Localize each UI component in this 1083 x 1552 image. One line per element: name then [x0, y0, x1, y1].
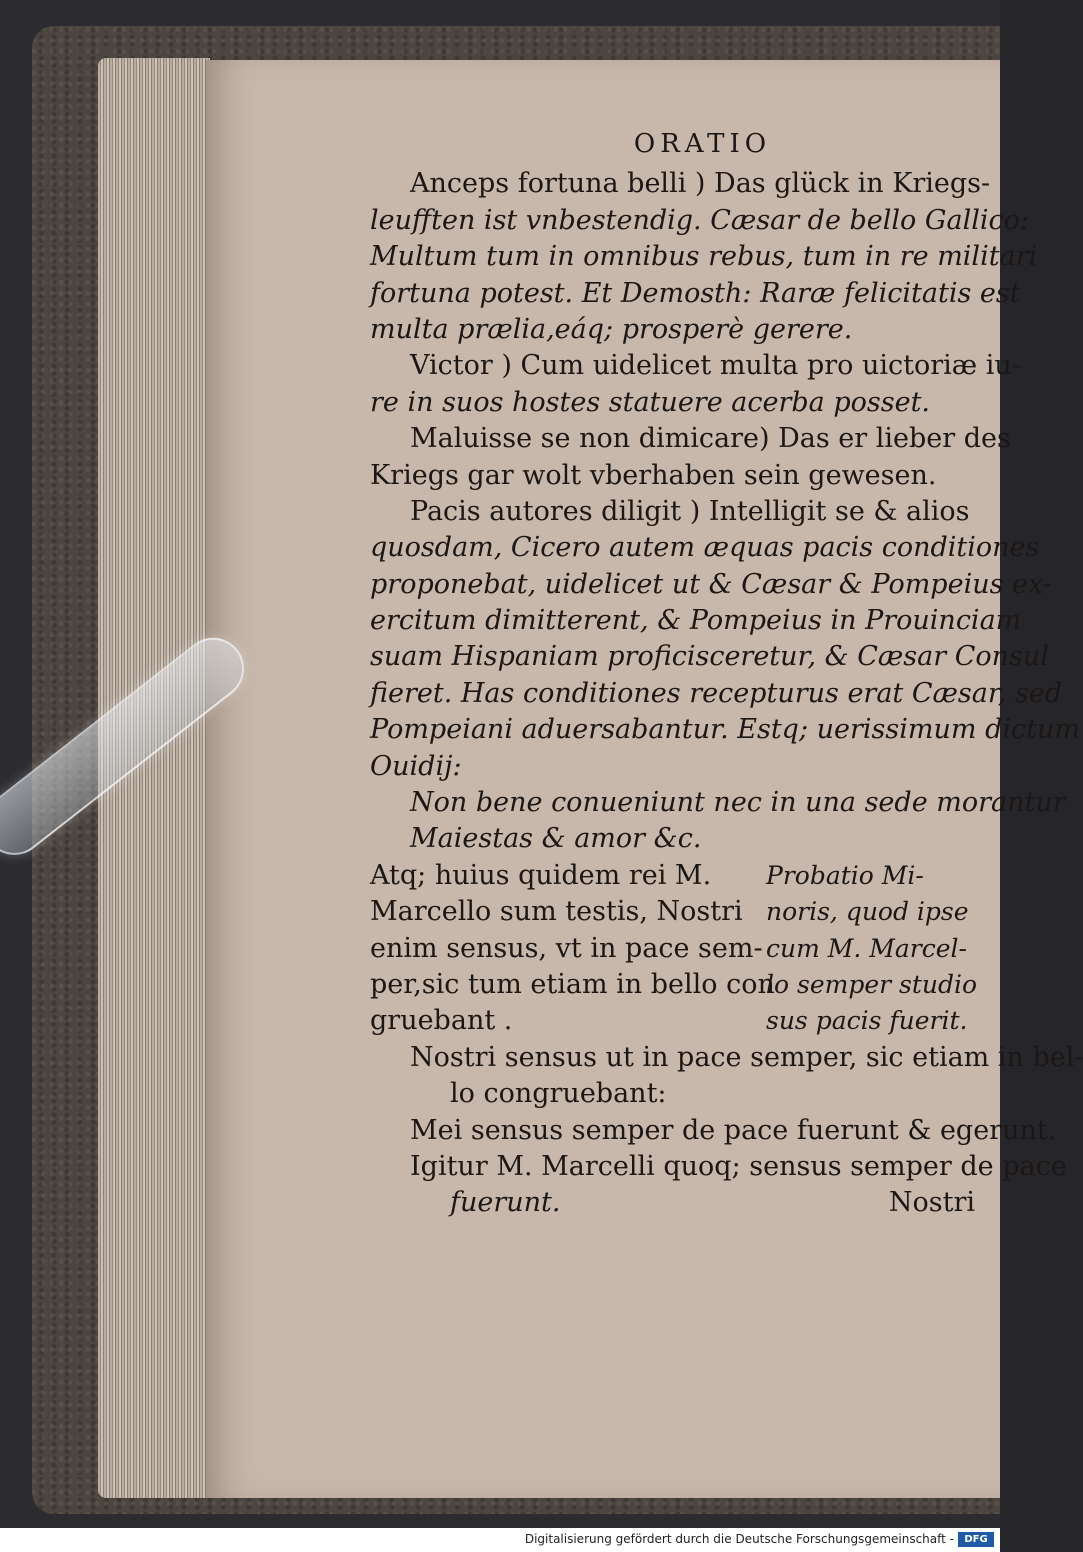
text-line: Maluisse se non dimicare) Das er lieber des	[410, 423, 1011, 455]
marginal-note	[766, 858, 976, 1040]
text-line: ercitum dimitterent, & Pompeius in Prouinciam	[370, 605, 1022, 637]
text-line: Pacis autores diligit ) Intelligit se & alios	[410, 495, 970, 527]
text-line: Kriegs gar wolt vberhaben sein gewesen.	[370, 459, 937, 491]
text-line: Nostri sensus ut in pace semper, sic etiam in bel-	[410, 1041, 1083, 1073]
last-line	[370, 1185, 975, 1221]
gloss-line: per,sic tum etiam in bello con	[370, 969, 775, 1000]
text-line: fortuna potest. Et Demosth: Raræ felicitatis est	[370, 277, 1021, 309]
text-line: re in suos hostes statuere acerba posset.	[370, 386, 930, 418]
text-line: Maiestas & amor &c.	[410, 823, 702, 855]
gloss-line: gruebant .	[370, 1005, 513, 1037]
text-line: Multum tum in omnibus rebus, tum in re militari	[370, 241, 1038, 273]
text-line: proponebat, uidelicet ut & Cæsar & Pompeius ex-	[370, 568, 1052, 600]
text-line: lo congruebant:	[450, 1078, 667, 1110]
text-line: Pompeiani aduersabantur. Estq; uerissimum dictum	[370, 714, 1080, 746]
gloss-line: enim sensus, vt in pace sem-	[370, 932, 763, 964]
text-line: multa prælia,eáq; prosperè gerere.	[370, 313, 853, 345]
marginal-line: cum M. Marcel-	[766, 933, 967, 963]
gloss-block	[370, 858, 978, 1040]
text-line: Igitur M. Marcelli quoq; sensus semper de pace	[410, 1151, 1067, 1182]
running-head: ORATIO	[633, 129, 772, 159]
marginal-line: Probatio Mi-	[766, 860, 924, 890]
text-line: quosdam, Cicero autem æquas pacis conditiones	[370, 532, 1040, 564]
marginal-line: lo semper studio	[766, 970, 978, 999]
text-line: Ouidij:	[370, 750, 462, 782]
page-text	[370, 126, 1083, 1222]
gloss-line: Atq; huius quidem rei M.	[370, 859, 712, 891]
main-text-block	[370, 166, 1080, 857]
dfg-logo: DFG	[958, 1532, 994, 1547]
text-line: leufften ist vnbestendig. Cæsar de bello Gallico:	[370, 204, 1029, 236]
text-line: suam Hispaniam proficisceretur, & Cæsar Consul	[370, 641, 1049, 673]
last-line-text: fuerunt.	[450, 1187, 561, 1219]
marginal-line: sus pacis fuerit.	[766, 1006, 968, 1036]
gloss-main-text	[370, 858, 775, 1040]
catchword: Nostri	[888, 1187, 975, 1219]
marginal-line: noris, quod ipse	[766, 897, 969, 927]
text-line: Victor ) Cum uidelicet multa pro uictoriæ iu-	[410, 350, 1021, 382]
text-line: Mei sensus semper de pace fuerunt & egerunt.	[410, 1114, 1057, 1146]
text-line: Non bene conueniunt nec in una sede morantur	[410, 787, 1066, 819]
footer-bar	[0, 1528, 1000, 1552]
text-line: Anceps fortuna belli ) Das glück in Kriegs-	[410, 168, 991, 200]
text-line: fieret. Has conditiones recepturus erat Cæsar, sed	[370, 677, 1063, 709]
gloss-line: Marcello sum testis, Nostri	[370, 896, 743, 928]
footer-credit: Digitalisierung gefördert durch die Deutsche Forschungsgemeinschaft -	[524, 1532, 954, 1546]
after-text-block	[370, 1040, 1083, 1186]
